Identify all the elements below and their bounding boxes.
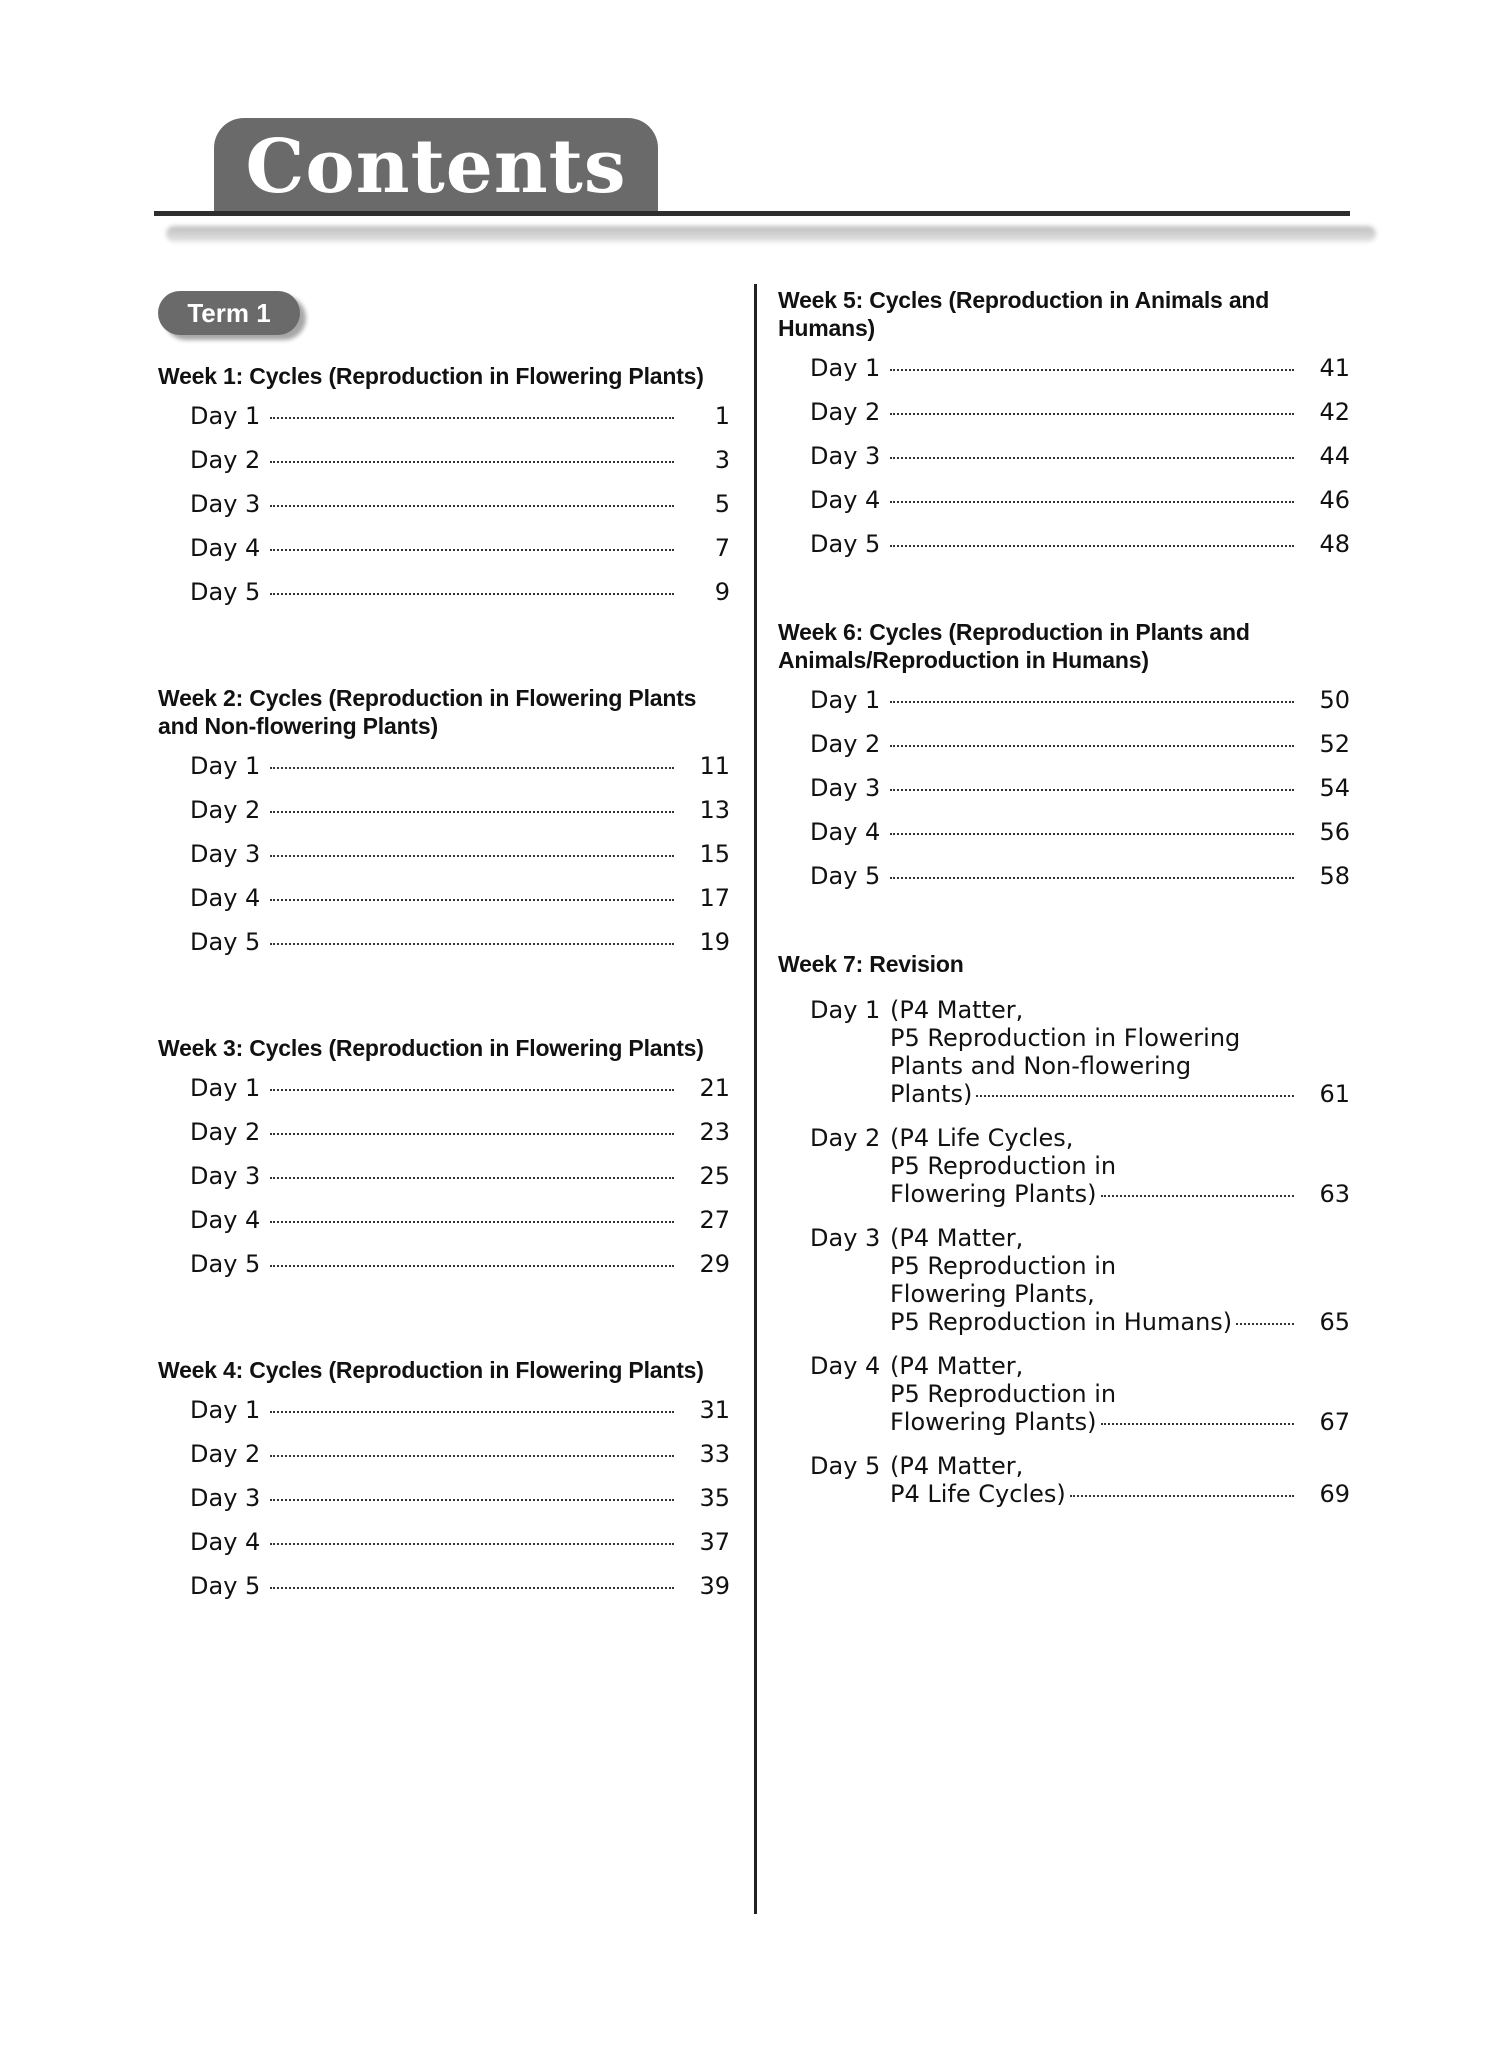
entry-day: Day 5: [190, 1250, 261, 1278]
entry-page-number: 54: [1319, 774, 1350, 802]
entry-topic: [890, 996, 1350, 1108]
entry-page-number: 42: [1319, 398, 1350, 426]
entry-page-number: 25: [699, 1162, 730, 1190]
toc-entry[interactable]: [778, 442, 1350, 486]
toc-entry[interactable]: [158, 534, 730, 578]
dot-leader: [270, 811, 674, 813]
week-title: Week 2: Cycles (Reproduction in Flowering Plants and Non-flowering Plants): [158, 685, 697, 739]
right-column: [778, 286, 1350, 1524]
entry-topic: [890, 1224, 1350, 1336]
title-shadow-bar: [166, 226, 1376, 242]
dot-leader: [890, 789, 1294, 791]
entry-page-number: 63: [1319, 1180, 1350, 1208]
entry-day: Day 4: [190, 534, 261, 562]
entry-day: Day 4: [810, 818, 881, 846]
dot-leader: [890, 413, 1294, 415]
toc-entry[interactable]: [778, 530, 1350, 574]
entry-page-number: 31: [699, 1396, 730, 1424]
topic-line: (P4 Matter,: [890, 1452, 1024, 1480]
topic-line-last: [890, 1180, 1350, 1208]
topic-line: Plants): [890, 1080, 973, 1108]
entry-day: Day 1: [810, 996, 881, 1024]
entry-page-number: 48: [1319, 530, 1350, 558]
week-title: Week 7: Revision: [778, 951, 964, 977]
topic-line: Flowering Plants,: [890, 1280, 1095, 1308]
revision-entry[interactable]: [778, 1352, 1350, 1436]
column-divider: [754, 284, 757, 1914]
dot-leader: [270, 1587, 674, 1589]
toc-entry-list: [778, 354, 1350, 574]
entry-page-number: 39: [699, 1572, 730, 1600]
entry-page-number: 9: [714, 578, 730, 606]
dot-leader: [270, 1133, 674, 1135]
entry-page-number: 56: [1319, 818, 1350, 846]
section-spacer: [158, 1294, 730, 1356]
toc-entry[interactable]: [158, 1162, 730, 1206]
dot-leader: [270, 417, 674, 419]
entry-day: Day 4: [190, 884, 261, 912]
entry-page-number: 21: [699, 1074, 730, 1102]
topic-line: P5 Reproduction in: [890, 1252, 1117, 1280]
toc-entry[interactable]: [158, 752, 730, 796]
entry-page-number: 33: [699, 1440, 730, 1468]
toc-entry[interactable]: [778, 354, 1350, 398]
entry-day: Day 4: [190, 1206, 261, 1234]
entry-day: Day 3: [190, 1162, 261, 1190]
revision-entry[interactable]: [778, 1224, 1350, 1336]
toc-entry[interactable]: [158, 446, 730, 490]
entry-page-number: 41: [1319, 354, 1350, 382]
term-badge: [158, 291, 300, 335]
entry-day: Day 2: [810, 398, 881, 426]
entry-page-number: 5: [714, 490, 730, 518]
toc-entry-list: [158, 1396, 730, 1616]
entry-day: Day 2: [810, 730, 881, 758]
week-title: Week 1: Cycles (Reproduction in Flowering Plants): [158, 363, 704, 389]
entry-day: Day 3: [810, 774, 881, 802]
topic-line: Flowering Plants): [890, 1408, 1097, 1436]
toc-entry-list: [158, 1074, 730, 1294]
dot-leader: [270, 1543, 674, 1545]
toc-entry[interactable]: [778, 398, 1350, 442]
week-section: [158, 684, 730, 972]
entry-page-number: 67: [1319, 1408, 1350, 1436]
entry-day: Day 5: [190, 928, 261, 956]
entry-day: Day 2: [190, 1118, 261, 1146]
entry-day: Day 1: [810, 686, 881, 714]
section-spacer: [158, 622, 730, 684]
entry-day: Day 4: [810, 1352, 881, 1380]
topic-line: (P4 Matter,: [890, 996, 1024, 1024]
topic-line: P5 Reproduction in Humans): [890, 1308, 1233, 1336]
entry-page-number: 23: [699, 1118, 730, 1146]
entry-page-number: 3: [714, 446, 730, 474]
week-title: Week 4: Cycles (Reproduction in Flowering Plants): [158, 1357, 704, 1383]
term-label: Term 1: [187, 298, 271, 328]
topic-line-last: [890, 1080, 1350, 1108]
entry-day: Day 2: [190, 446, 261, 474]
dot-leader: [270, 943, 674, 945]
dot-leader: [270, 855, 674, 857]
topic-line: (P4 Matter,: [890, 1352, 1024, 1380]
toc-entry[interactable]: [158, 1528, 730, 1572]
entry-day: Day 3: [190, 1484, 261, 1512]
toc-entry[interactable]: [778, 862, 1350, 906]
toc-entry[interactable]: [158, 928, 730, 972]
topic-line-last: [890, 1308, 1350, 1336]
toc-entry[interactable]: [158, 1250, 730, 1294]
section-spacer: [778, 574, 1350, 618]
entry-page-number: 35: [699, 1484, 730, 1512]
dot-leader: [890, 701, 1294, 703]
week-title: Week 6: Cycles (Reproduction in Plants and Animals/Reproduction in Humans): [778, 619, 1250, 673]
revision-section: [778, 950, 1350, 1508]
entry-day: Day 5: [190, 1572, 261, 1600]
toc-entry[interactable]: [158, 840, 730, 884]
entry-day: Day 5: [190, 578, 261, 606]
entry-day: Day 2: [190, 796, 261, 824]
entry-day: Day 1: [190, 1074, 261, 1102]
entry-day: Day 4: [810, 486, 881, 514]
dot-leader: [270, 1499, 674, 1501]
entry-day: Day 3: [190, 840, 261, 868]
dot-leader: [270, 899, 674, 901]
toc-entry[interactable]: [158, 1572, 730, 1616]
topic-line-last: [890, 1408, 1350, 1436]
toc-entry[interactable]: [778, 730, 1350, 774]
entry-day: Day 1: [190, 402, 261, 430]
topic-line: P5 Reproduction in: [890, 1380, 1117, 1408]
entry-page-number: 1: [714, 402, 730, 430]
title-underline: [154, 211, 1350, 216]
entry-page-number: 37: [699, 1528, 730, 1556]
week-section: [158, 362, 730, 622]
section-spacer: [778, 906, 1350, 950]
dot-leader: [890, 369, 1294, 371]
entry-day: Day 4: [190, 1528, 261, 1556]
toc-entry[interactable]: [778, 774, 1350, 818]
dot-leader: [270, 1411, 674, 1413]
entry-day: Day 1: [810, 354, 881, 382]
toc-entry[interactable]: [158, 884, 730, 928]
revision-entry[interactable]: [778, 1452, 1350, 1508]
topic-line: Flowering Plants): [890, 1180, 1097, 1208]
topic-line: P5 Reproduction in Flowering: [890, 1024, 1241, 1052]
entry-page-number: 27: [699, 1206, 730, 1234]
topic-line: (P4 Life Cycles,: [890, 1124, 1074, 1152]
entry-page-number: 13: [699, 796, 730, 824]
left-column: [158, 362, 730, 1616]
dot-leader: [270, 593, 674, 595]
entry-day: Day 2: [190, 1440, 261, 1468]
toc-entry-list: [778, 996, 1350, 1508]
dot-leader: [270, 1089, 674, 1091]
topic-line: P5 Reproduction in: [890, 1152, 1117, 1180]
week-section: [778, 286, 1350, 574]
toc-entry[interactable]: [158, 1440, 730, 1484]
dot-leader: [1101, 1423, 1295, 1425]
entry-page-number: 7: [714, 534, 730, 562]
dot-leader: [890, 501, 1294, 503]
dot-leader: [976, 1095, 1294, 1097]
toc-entry[interactable]: [158, 402, 730, 446]
week-title: Week 3: Cycles (Reproduction in Flowering Plants): [158, 1035, 704, 1061]
toc-entry[interactable]: [778, 686, 1350, 730]
topic-line: (P4 Matter,: [890, 1224, 1024, 1252]
dot-leader: [1070, 1495, 1294, 1497]
entry-topic: [890, 1124, 1350, 1208]
week-title: Week 5: Cycles (Reproduction in Animals and Humans): [778, 287, 1270, 341]
entry-page-number: 58: [1319, 862, 1350, 890]
week-section: [158, 1356, 730, 1616]
entry-day: Day 3: [810, 442, 881, 470]
topic-line-last: [890, 1480, 1350, 1508]
revision-entry[interactable]: [778, 1124, 1350, 1208]
entry-page-number: 29: [699, 1250, 730, 1278]
toc-entry[interactable]: [158, 796, 730, 840]
entry-page-number: 65: [1319, 1308, 1350, 1336]
dot-leader: [270, 1265, 674, 1267]
entry-topic: [890, 1452, 1350, 1508]
entry-page-number: 44: [1319, 442, 1350, 470]
dot-leader: [1236, 1323, 1294, 1325]
entry-day: Day 2: [810, 1124, 881, 1152]
dot-leader: [270, 549, 674, 551]
entry-day: Day 3: [810, 1224, 881, 1252]
entry-page-number: 19: [699, 928, 730, 956]
dot-leader: [270, 767, 674, 769]
toc-entry[interactable]: [158, 578, 730, 622]
entry-page-number: 17: [699, 884, 730, 912]
toc-entry-list: [778, 686, 1350, 906]
dot-leader: [270, 461, 674, 463]
toc-entry[interactable]: [158, 1396, 730, 1440]
toc-entry-list: [158, 752, 730, 972]
entry-day: Day 1: [190, 1396, 261, 1424]
toc-entry[interactable]: [778, 818, 1350, 862]
dot-leader: [270, 1177, 674, 1179]
entry-day: Day 5: [810, 530, 881, 558]
revision-entry[interactable]: [778, 996, 1350, 1108]
section-spacer: [158, 972, 730, 1034]
dot-leader: [890, 545, 1294, 547]
topic-line: P4 Life Cycles): [890, 1480, 1066, 1508]
entry-day: Day 3: [190, 490, 261, 518]
entry-page-number: 46: [1319, 486, 1350, 514]
dot-leader: [890, 457, 1294, 459]
entry-page-number: 50: [1319, 686, 1350, 714]
entry-day: Day 1: [190, 752, 261, 780]
topic-line: Plants and Non-flowering: [890, 1052, 1192, 1080]
entry-page-number: 11: [699, 752, 730, 780]
toc-entry[interactable]: [158, 1074, 730, 1118]
dot-leader: [270, 505, 674, 507]
entry-day: Day 5: [810, 1452, 881, 1480]
toc-entry[interactable]: [158, 1484, 730, 1528]
toc-entry[interactable]: [158, 1118, 730, 1162]
dot-leader: [270, 1221, 674, 1223]
week-section: [158, 1034, 730, 1294]
dot-leader: [890, 833, 1294, 835]
page-title: Contents: [245, 124, 627, 210]
toc-entry[interactable]: [778, 486, 1350, 530]
dot-leader: [1101, 1195, 1295, 1197]
entry-page-number: 15: [699, 840, 730, 868]
entry-page-number: 52: [1319, 730, 1350, 758]
dot-leader: [890, 745, 1294, 747]
entry-page-number: 61: [1319, 1080, 1350, 1108]
entry-page-number: 69: [1319, 1480, 1350, 1508]
dot-leader: [890, 877, 1294, 879]
entry-day: Day 5: [810, 862, 881, 890]
contents-title-tab: [214, 118, 658, 216]
toc-entry[interactable]: [158, 490, 730, 534]
toc-entry[interactable]: [158, 1206, 730, 1250]
toc-entry-list: [158, 402, 730, 622]
entry-topic: [890, 1352, 1350, 1436]
dot-leader: [270, 1455, 674, 1457]
week-section: [778, 618, 1350, 906]
